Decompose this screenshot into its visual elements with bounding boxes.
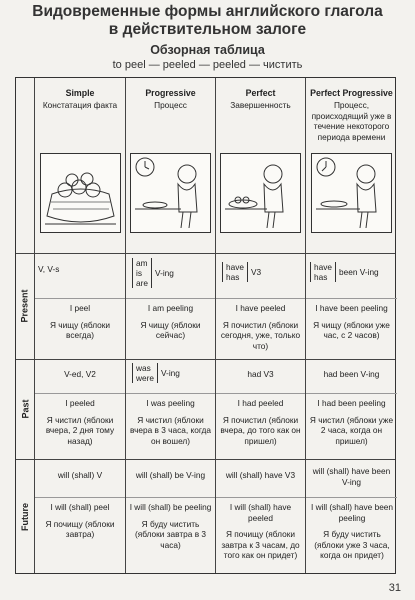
illustration-child-with-peeled-apples	[220, 153, 301, 233]
illustration-child-peeling-clock	[130, 153, 211, 233]
formula-future-perfect-progressive: will (shall) have been V-ing	[312, 466, 391, 487]
example-past-perfect: I had peeled Я почистил (яблоки вчера, до того как он пришел)	[220, 398, 301, 446]
page-number: 31	[388, 582, 401, 594]
formula-past-simple: V-ed, V2	[64, 369, 96, 379]
row-label-future: Future	[20, 503, 30, 531]
formula-past-perfect: had V3	[247, 369, 274, 379]
example-future-perfect-progressive: I will (shall) have been peeling Я буду чистить (яблоки уже 3 часа, когда он придет)	[310, 502, 394, 560]
col-header-perfect-progressive: Perfect Progressive	[310, 88, 393, 98]
formula-future-perfect: will (shall) have V3	[225, 470, 296, 480]
formula-past-perfect-progressive: had been V-ing	[323, 369, 380, 379]
formula-past-progressive: was were V-ing	[132, 363, 212, 383]
row-label-past: Past	[20, 399, 31, 419]
page-title-line1: Видовременные формы английского глагола	[32, 3, 383, 20]
table-subtitle: Обзорная таблица	[150, 43, 265, 57]
col-header-simple: Simple	[65, 88, 95, 98]
illustration-child-peeling-long-time-clock	[311, 153, 392, 233]
formula-present-progressive: am is are V-ing	[132, 258, 212, 288]
example-present-perfect: I have peeled Я почистил (яблоки сегодня, уже, только что)	[220, 303, 301, 351]
col-desc-progressive: Процесс	[154, 100, 187, 110]
verb-forms: to peel — peeled — peeled — чистить	[112, 59, 303, 71]
example-future-progressive: I will (shall) be peeling Я буду чистить (яблоки завтра в 3 часа)	[129, 502, 212, 550]
formula-present-simple: V, V-s	[38, 264, 60, 274]
formula-future-progressive: will (shall) be V-ing	[135, 470, 206, 480]
col-desc-perfect-progressive: Процесс, происходящий уже в течение некоторого периода времени	[311, 100, 392, 142]
example-past-progressive: I was peeling Я чистил (яблоки вчера в 3 часа, когда он вошел)	[130, 398, 211, 446]
example-present-progressive: I am peeling Я чищу (яблоки сейчас)	[140, 303, 201, 340]
col-header-perfect: Perfect	[245, 88, 276, 98]
illustration-apple-bowl	[40, 153, 121, 233]
formula-present-perfect-progressive: have has been V-ing	[310, 262, 395, 282]
col-desc-simple: Констатация факта	[42, 100, 118, 110]
formula-present-perfect: have has V3	[222, 262, 302, 282]
col-desc-perfect: Завершенность	[230, 100, 291, 110]
formula-future-simple: will (shall) V	[57, 470, 103, 480]
example-present-simple: I peel Я чищу (яблоки всегда)	[49, 303, 111, 340]
example-future-simple: I will (shall) peel Я почищу (яблоки завтра)	[45, 502, 115, 539]
example-past-simple: I peeled Я чистил (яблоки вчера, 2 дня тому назад)	[45, 398, 115, 446]
page-title-line2: в действительном залоге	[108, 21, 307, 38]
example-present-perfect-progressive: I have been peeling Я чищу (яблоки уже час, с 2 часов)	[313, 303, 390, 340]
example-future-perfect: I will (shall) have peeled Я почищу (яблоки завтра к 3 часам, до того как он придет)	[221, 502, 300, 560]
col-header-progressive: Progressive	[145, 88, 196, 98]
example-past-perfect-progressive: I had been peeling Я чистил (яблоки уже 2 часа, когда он пришел)	[309, 398, 394, 446]
row-label-present: Present	[20, 289, 30, 323]
tense-table	[15, 77, 396, 574]
